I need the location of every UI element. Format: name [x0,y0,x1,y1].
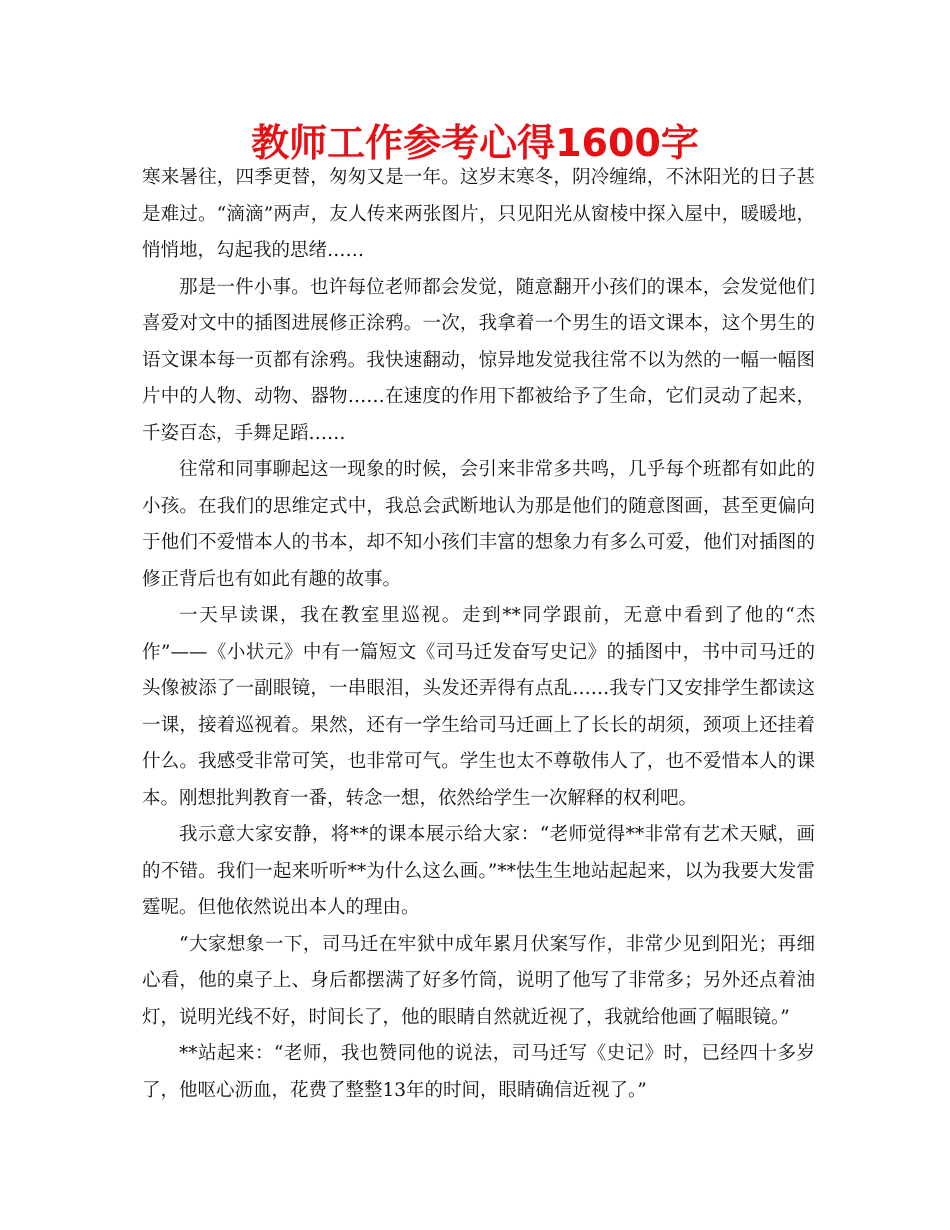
paragraph-6: “大家想象一下，司马迁在牢狱中成年累月伏案写作，非常少见到阳光；再细心看，他的桌子上、身后都摆满了好多竹筒，说明了他写了非常多；另外还点着油灯，说明光线不好，时间长了，他的眼睛自然就近视了，我就给他画了幅眼镜。” [142,933,815,1028]
paragraph-5: 我示意大家安静，将**的课本展示给大家：“老师觉得**非常有艺术天赋，画的不错。我们一起来听听**为什么这么画。”**怯生生地站起起来，以为我要大发雷霆呢。但他依然说出本人的理由。 [142,824,815,918]
paragraph-3: 往常和同事聊起这一现象的时候，会引来非常多共鸣，几乎每个班都有如此的小孩。在我们的思维定式中，我总会武断地认为那是他们的随意图画，甚至更偏向于他们不爱惜本人的书本，却不知小孩们丰富的想象力有多么可爱，他们对插图的修正背后也有如此有趣的故事。 [142,459,815,590]
document-title: 教师工作参考心得1600字 [251,121,699,165]
paragraph-2: 那是一件小事。也许每位老师都会发觉，随意翻开小孩们的课本，会发觉他们喜爱对文中的插图进展修正涂鸦。一次，我拿着一个男生的语文课本，这个男生的语文课本每一页都有涂鸦。我快速翻动，惊异地发觉我往常不以为然的一幅一幅图片中的人物、动物、器物……在速度的作用下都被给予了生命，它们灵动了起来，千姿百态，手舞足蹈…… [142,276,815,444]
paragraph-4: 一天早读课，我在教室里巡视。走到**同学跟前，无意中看到了他的“杰作”——《小状元》中有一篇短文《司马迁发奋写史记》的插图中，书中司马迁的头像被添了一副眼镜，一串眼泪，头发还弄得有点乱……我专门又安排学生都读这一课，接着巡视着。果然，还有一学生给司马迁画上了长长的胡须，颈项上还挂着什么。我感受非常可笑，也非常可气。学生也太不尊敬伟人了，也不爱惜本人的课本。刚想批判教育一番，转念一想，依然给学生一次解释的权利吧。 [142,605,815,809]
paragraph-1: 寒来暑往，四季更替，匆匆又是一年。这岁末寒冬，阴冷缠绵，不沐阳光的日子甚是难过。“滴滴”两声，友人传来两张图片，只见阳光从窗棱中探入屋中，暖暖地，悄悄地，勾起我的思绪…… [142,167,815,261]
paragraph-7: **站起来：“老师，我也赞同他的说法，司马迁写《史记》时，已经四十多岁了，他呕心沥血，花费了整整13年的时间，眼睛确信近视了。” [142,1043,815,1101]
document-body [142,160,815,1109]
